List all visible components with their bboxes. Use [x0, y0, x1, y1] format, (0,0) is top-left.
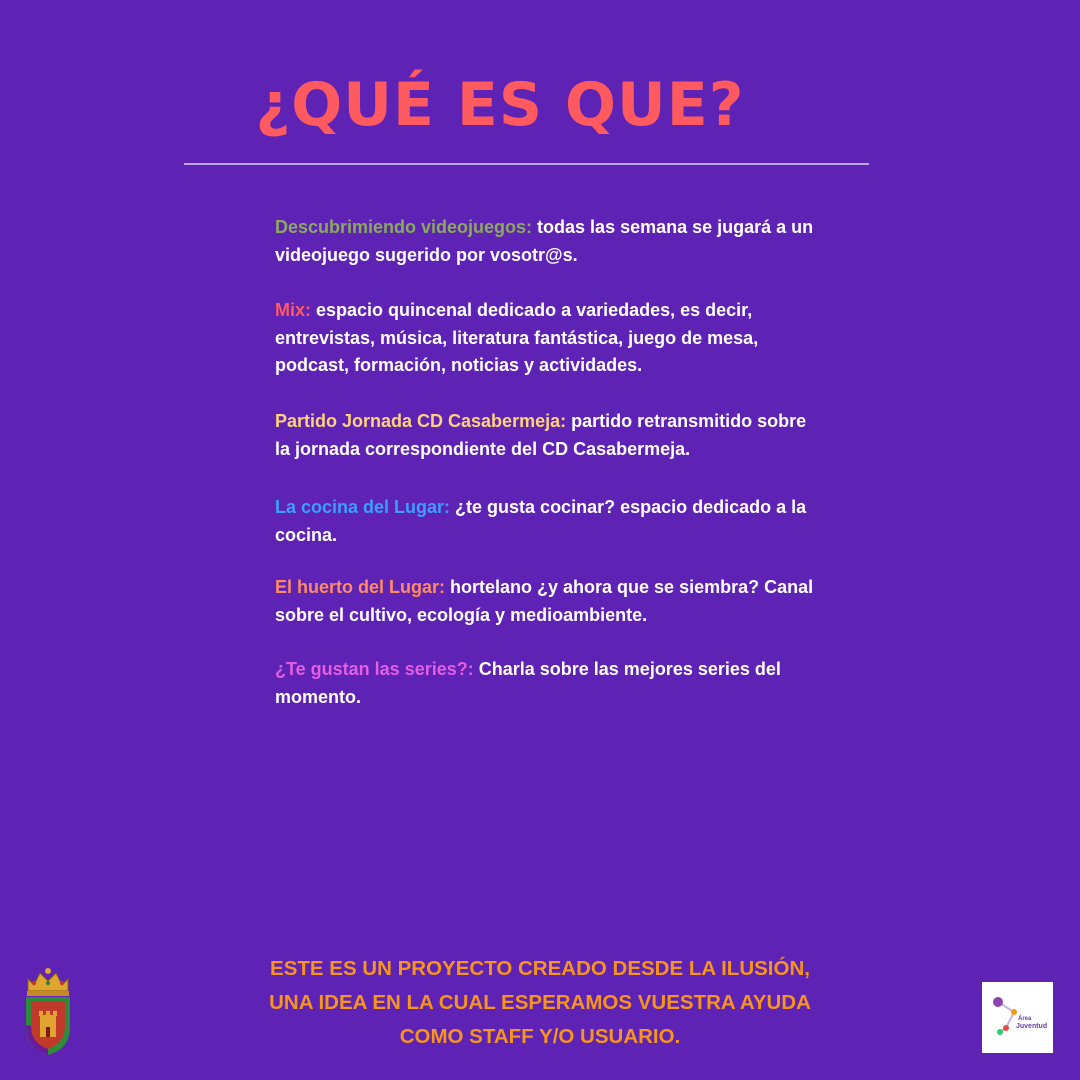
section-text: ¿te gusta cocinar? espacio dedicado a la cocina. — [275, 497, 807, 545]
logo-line-1: Área — [1018, 1016, 1032, 1022]
section-videojuegos — [275, 214, 820, 269]
footer-line: COMO STAFF Y/O USUARIO. — [399, 1025, 681, 1048]
footer-line: UNA IDEA EN LA CUAL ESPERAMOS VUESTRA AYUDA — [269, 991, 811, 1014]
section-text: Charla sobre las mejores series del momento. — [275, 659, 781, 707]
section-text: partido retransmitido sobre la jornada correspondiente del CD Casabermeja. — [275, 411, 807, 459]
area-juventud-logo — [982, 982, 1053, 1053]
section-label: El huerto del Lugar: — [275, 577, 446, 597]
footer-line: ESTE ES UN PROYECTO CREADO DESDE LA ILUSIÓN, — [270, 957, 810, 980]
title-divider — [184, 163, 869, 165]
page-title: ¿QUÉ ES QUE? — [255, 70, 745, 140]
section-label: La cocina del Lugar: — [275, 497, 451, 517]
logo-line-2: Juventud — [1016, 1023, 1048, 1030]
section-cocina — [275, 494, 820, 549]
section-label: Mix: — [275, 300, 311, 320]
section-text: espacio quincenal dedicado a variedades, es decir, entrevistas, música, literatura fantástica, juego de mesa, podcast, formación, noticias y actividades. — [275, 300, 759, 375]
section-text: todas las semana se jugará a un videojuego sugerido por vosotr@s. — [275, 217, 814, 265]
area-juventud-logo-icon — [982, 982, 1053, 1053]
section-mix — [275, 297, 820, 380]
section-label: ¿Te gustan las series?: — [275, 659, 474, 679]
section-label: Descubrimiendo videojuegos: — [275, 217, 533, 237]
section-label: Partido Jornada CD Casabermeja: — [275, 411, 567, 431]
section-text: hortelano ¿y ahora que se siembra? Canal sobre el cultivo, ecología y medioambiente. — [275, 577, 814, 625]
section-series — [275, 656, 820, 711]
footer-message — [190, 952, 890, 1054]
section-partido — [275, 408, 820, 463]
section-huerto — [275, 574, 820, 629]
coat-of-arms-icon — [22, 965, 74, 1057]
